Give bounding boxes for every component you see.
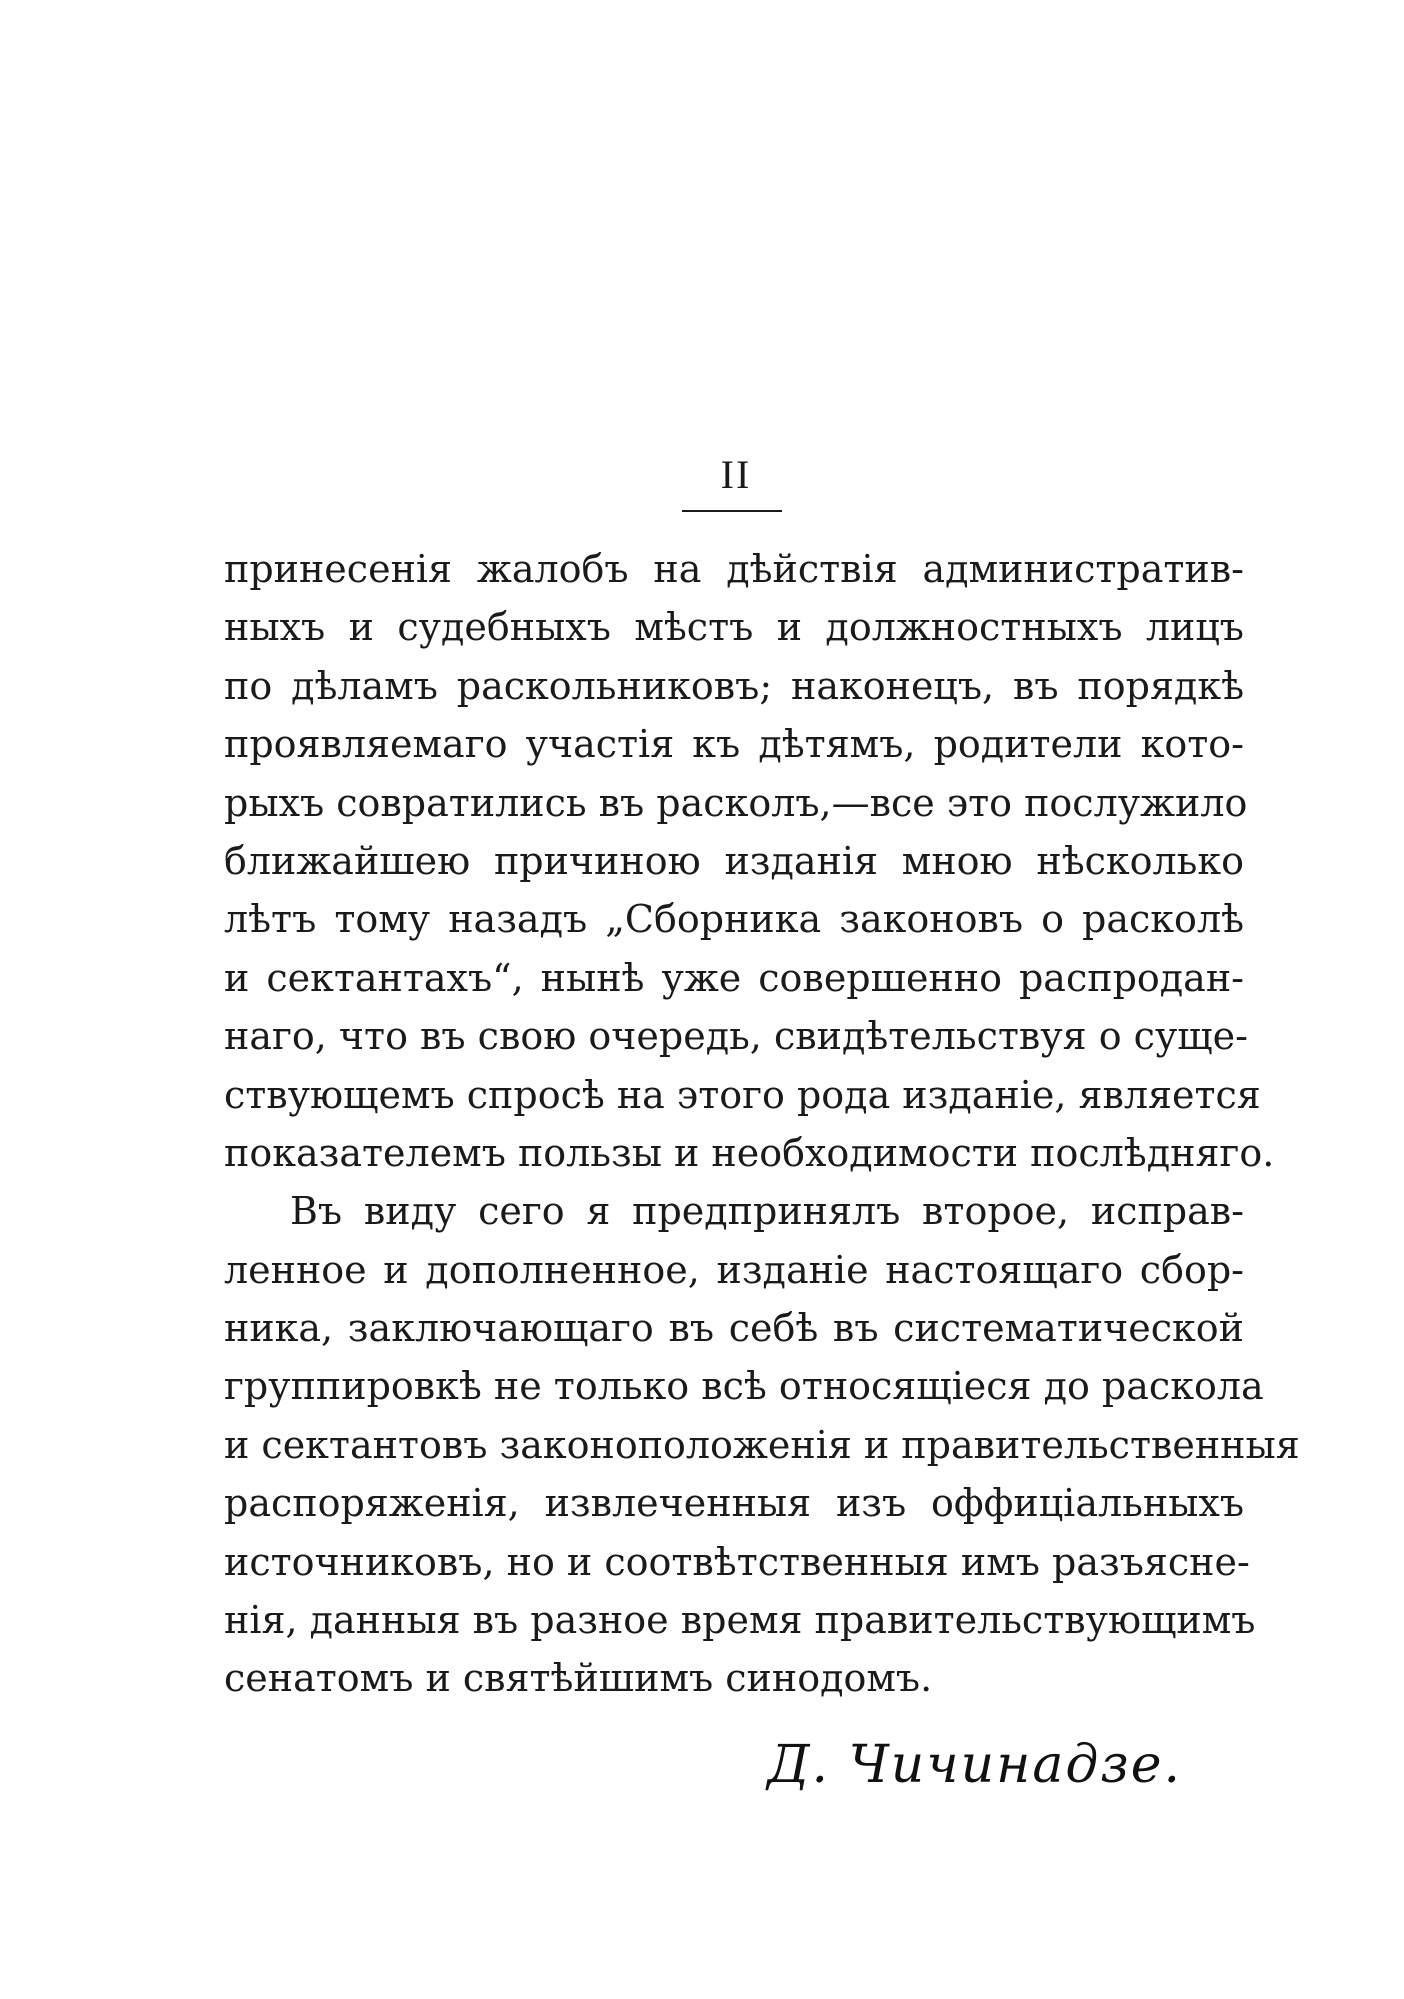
author-signature: Д. Чичинадзе. bbox=[767, 1735, 1182, 1795]
text-line: показателемъ пользы и необходимости послѣдняго. bbox=[224, 1130, 1275, 1175]
text-line: ника, заключающаго въ себѣ въ систематической bbox=[224, 1306, 1244, 1351]
text-line: и сектантовъ законоположенія и правительственныя bbox=[224, 1422, 1300, 1467]
text-line: наго, что въ свою очередь, свидѣтельствуя о суще- bbox=[224, 1014, 1248, 1059]
text-line: по дѣламъ раскольниковъ; наконецъ, въ порядкѣ bbox=[224, 663, 1244, 708]
text-line: ближайшею причиною изданія мною нѣсколько bbox=[224, 838, 1244, 883]
text-line: распоряженія, извлеченныя изъ оффиціальныхъ bbox=[224, 1481, 1244, 1526]
text-line: рыхъ совратились въ расколъ,—все это послужило bbox=[224, 780, 1248, 825]
text-line: нія, данныя въ разное время правительствующимъ bbox=[224, 1598, 1256, 1643]
text-line: ствующемъ спросѣ на этого рода изданіе, является bbox=[224, 1072, 1261, 1117]
text-line: ленное и дополненное, изданіе настоящаго сбор- bbox=[224, 1247, 1244, 1292]
text-line: Въ виду сего я предпринялъ второе, исправ- bbox=[290, 1189, 1244, 1234]
text-line: и сектантахъ“, нынѣ уже совершенно распродан- bbox=[224, 955, 1244, 1000]
text-line: лѣтъ тому назадъ „Сборника законовъ о расколѣ bbox=[224, 897, 1244, 942]
text-line: источниковъ, но и соотвѣтственныя имъ разъясне- bbox=[224, 1539, 1250, 1584]
text-line: группировкѣ не только всѣ относящіеся до раскола bbox=[224, 1364, 1264, 1409]
body-text bbox=[224, 540, 1300, 1708]
page-number-rule bbox=[682, 510, 782, 512]
text-line: проявляемаго участія къ дѣтямъ, родители кото- bbox=[224, 722, 1244, 767]
page-number: II bbox=[720, 452, 752, 497]
text-line: принесенія жалобъ на дѣйствія административ- bbox=[224, 547, 1244, 591]
text-line: ныхъ и судебныхъ мѣстъ и должностныхъ лицъ bbox=[224, 605, 1244, 650]
text-line: сенатомъ и святѣйшимъ синодомъ. bbox=[224, 1656, 933, 1701]
